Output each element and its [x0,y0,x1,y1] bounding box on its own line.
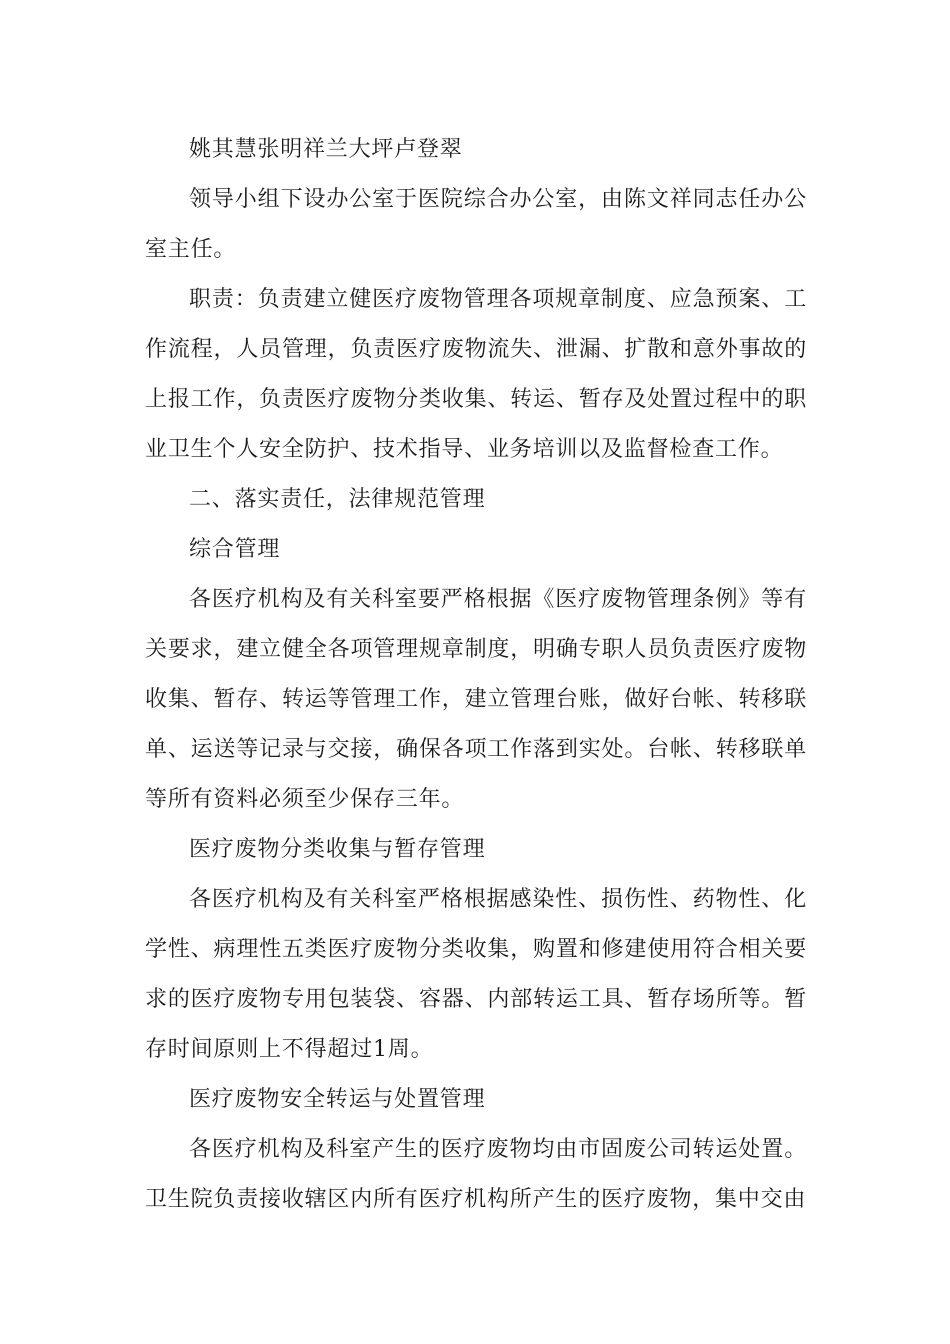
paragraph-transport-disposal: 各医疗机构及科室产生的医疗废物均由市固废公司转运处置。卫生院负责接收辖区内所有医疗机构所产生的医疗废物，集中交由 [145,1137,807,1212]
document-body [145,125,807,1225]
paragraph-responsibilities: 职责：负责建立健医疗废物管理各项规章制度、应急预案、工作流程，人员管理，负责医疗废物流失、泄漏、扩散和意外事故的上报工作，负责医疗废物分类收集、转运、暂存及处置过程中的职业卫生个人安全防护、技术指导、业务培训以及监督检查工作。 [145,287,807,462]
paragraph-office-setup: 领导小组下设办公室于医院综合办公室，由陈文祥同志任办公室主任。 [145,187,807,262]
paragraph-member-names: 姚其慧张明祥兰大坪卢登翠 [189,137,463,162]
subheading-classification-storage: 医疗废物分类收集与暂存管理 [189,837,486,862]
subheading-general-management: 综合管理 [189,537,281,562]
section-heading-2: 二、落实责任，法律规范管理 [189,487,486,512]
paragraph-general-management: 各医疗机构及有关科室要严格根据《医疗废物管理条例》等有关要求，建立健全各项管理规章制度，明确专职人员负责医疗废物收集、暂存、转运等管理工作，建立管理台账，做好台帐、转移联单、运送等记录与交接，确保各项工作落到实处。台帐、转移联单等所有资料必须至少保存三年。 [145,587,807,812]
paragraph-classification-storage: 各医疗机构及有关科室严格根据感染性、损伤性、药物性、化学性、病理性五类医疗废物分类收集，购置和修建使用符合相关要求的医疗废物专用包装袋、容器、内部转运工具、暂存场所等。暂存时间原则上不得超过1周。 [145,887,807,1062]
subheading-transport-disposal: 医疗废物安全转运与处置管理 [189,1087,486,1112]
